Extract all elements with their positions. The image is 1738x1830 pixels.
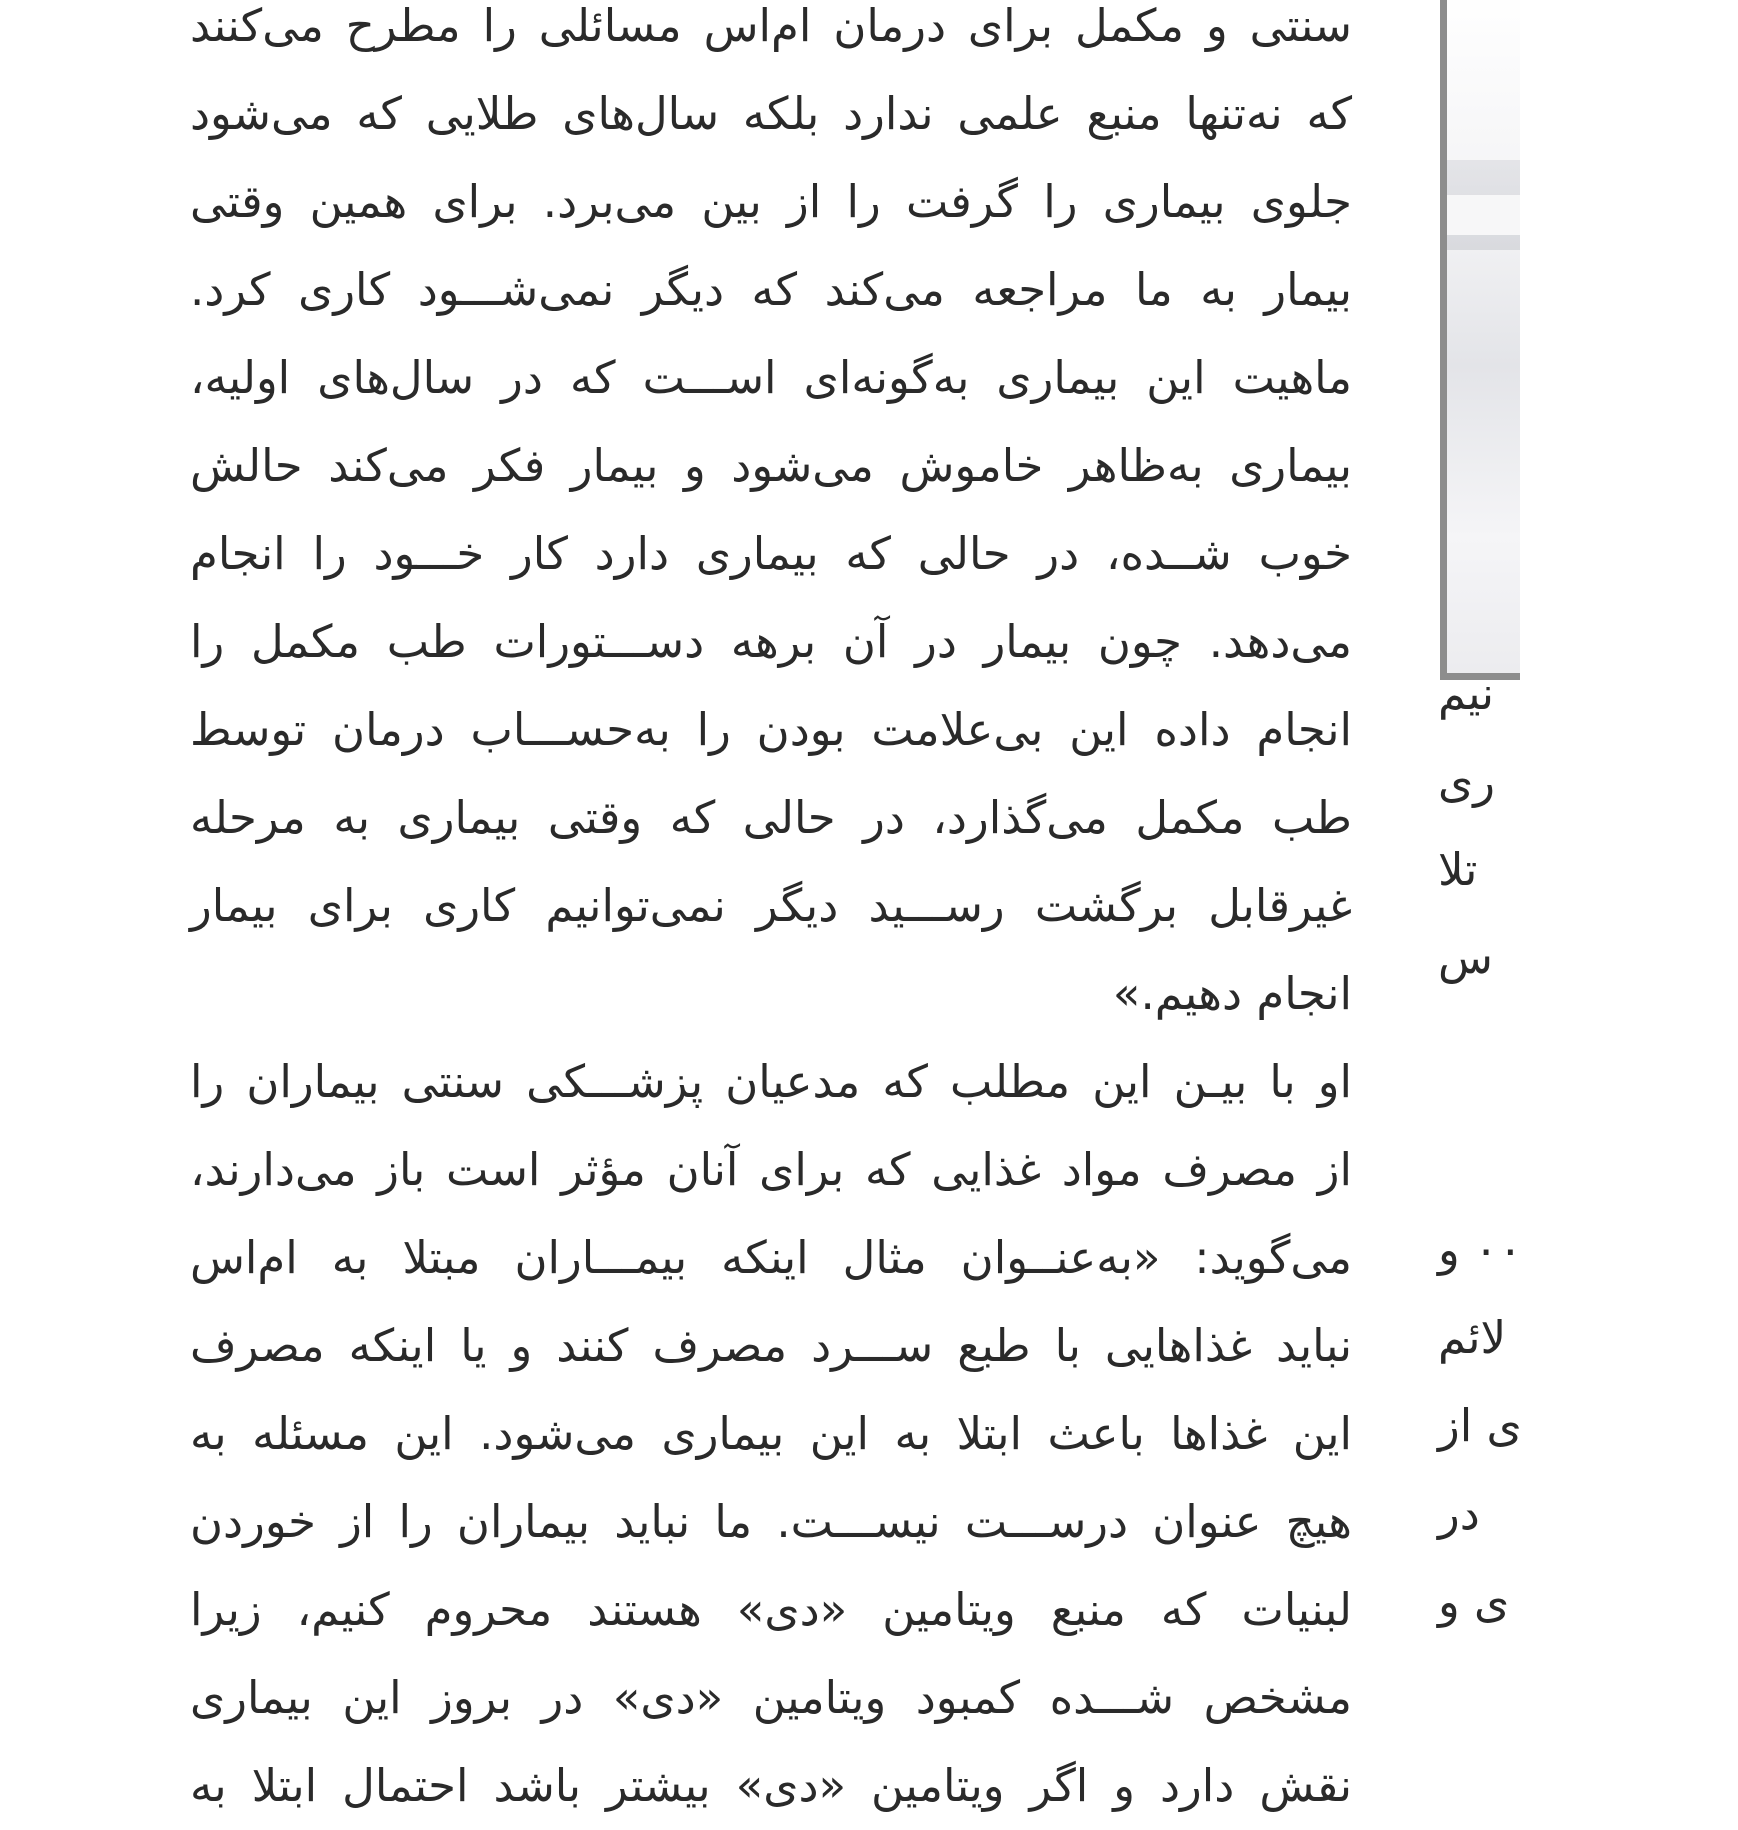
text-line: از مصرف مواد غذایی که برای آنان مؤثر است باز می‌دارند،: [190, 1143, 1352, 1196]
fragment-text: در: [1438, 1487, 1480, 1540]
text-line: بیماری به‌ظاهر خاموش می‌شود و بیمار فکر می‌کند حالش: [190, 439, 1352, 492]
fragment-text: ری: [1438, 755, 1495, 808]
fragment-text: ۰۰ و: [1438, 1223, 1523, 1276]
text-line: سنتی و مکمل برای درمان ام‌اس مسائلی را مطرح می‌کنند: [190, 0, 1352, 52]
text-line: انجام داده این بی‌علامت بودن را به‌حســـاب درمان توسط: [190, 703, 1352, 756]
text-line: خوب شــده، در حالی که بیماری دارد کار خـــود را انجام: [190, 527, 1352, 580]
fragment-text: تلا: [1438, 843, 1478, 896]
text-line: طب مکمل می‌گذارد، در حالی که وقتی بیماری به مرحله: [190, 791, 1352, 844]
article-column: [190, 0, 1352, 1830]
paragraph-2: [190, 1038, 1352, 1830]
text-line: این غذاها باعث ابتلا به این بیماری می‌شود. این مسئله به: [190, 1407, 1352, 1460]
paragraph-1: [190, 0, 1352, 1038]
text-line: نباید غذاهایی با طبع ســـرد مصرف کنند و یا اینکه مصرف: [190, 1319, 1352, 1372]
adjacent-column-fragments: [1438, 0, 1523, 1824]
text-line: ماهیت این بیماری به‌گونه‌ای اســـت که در سال‌های اولیه،: [190, 351, 1352, 404]
text-line: او با بیـن این مطلب که مدعیان پزشـــکی سنتی بیماران را: [190, 1055, 1352, 1108]
text-line: که نه‌تنها منبع علمی ندارد بلکه سال‌های طلایی که می‌شود: [190, 87, 1352, 140]
text-line: انجام دهیم.»: [1112, 967, 1352, 1020]
text-line: بیمار به ما مراجعه می‌کند که دیگر نمی‌شـــود کاری کرد.: [190, 263, 1352, 316]
text-line: لبنیات که منبع ویتامین «دی» هستند محروم کنیم، زیرا: [190, 1583, 1352, 1636]
text-line: می‌گوید: «به‌عنــوان مثال اینکه بیمـــاران مبتلا به ام‌اس: [190, 1231, 1352, 1284]
text-line: هیچ عنوان درســـت نیســـت. ما نباید بیماران را از خوردن: [190, 1495, 1352, 1548]
fragment-text: نیم: [1438, 667, 1495, 720]
text-line: مشخص شـــده کمبود ویتامین «دی» در بروز این بیماری: [190, 1671, 1352, 1724]
fragment-text: لائم: [1438, 1311, 1507, 1364]
text-line: نقش دارد و اگر ویتامین «دی» بیشتر باشد احتمال ابتلا به: [190, 1759, 1352, 1812]
fragment-text: ی از: [1438, 1399, 1522, 1452]
fragment-text: س: [1438, 931, 1493, 984]
text-line: می‌دهد. چون بیمار در آن برهه دســـتورات طب مکمل را: [190, 615, 1352, 668]
fragment-text: ی و: [1438, 1575, 1510, 1628]
text-line: جلوی بیماری را گرفت را از بین می‌برد. برای همین وقتی: [190, 175, 1352, 228]
text-line: غیرقابل برگشت رســـید دیگر نمی‌توانیم کاری برای بیمار: [190, 879, 1352, 932]
